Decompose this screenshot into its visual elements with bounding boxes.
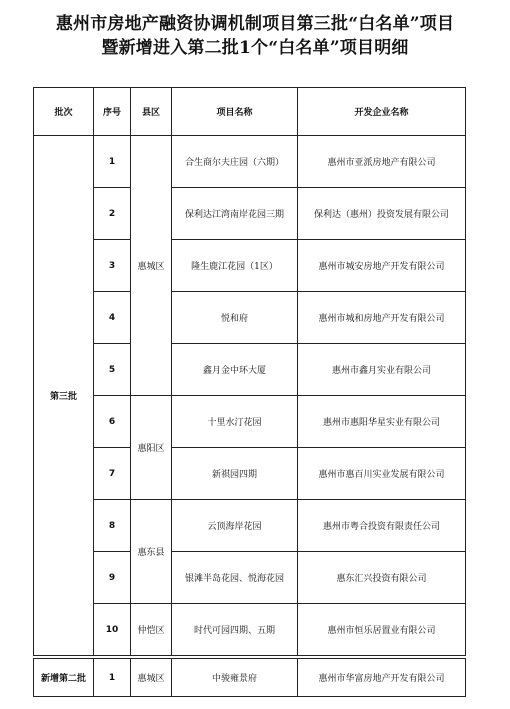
district-cell: 仲恺区: [131, 604, 172, 656]
developer-name: 惠州市惠阳华星实业有限公司: [298, 396, 466, 448]
project-name: 保利达江湾南岸花园三期: [172, 188, 298, 240]
developer-name: 惠州市惠百川实业发展有限公司: [298, 448, 466, 500]
table-row: [34, 604, 466, 656]
project-name: 悦和府: [172, 292, 298, 344]
district-cell: 惠阳区: [131, 396, 172, 500]
table-header-row: [34, 88, 466, 136]
developer-name: 惠州市华富房地产开发有限公司: [298, 659, 466, 697]
row-number: 1: [94, 659, 131, 697]
row-number: 5: [94, 344, 131, 396]
developer-name: 惠州市城安房地产开发有限公司: [298, 240, 466, 292]
batch-cell: 新增第二批: [34, 659, 94, 697]
row-number: 6: [94, 396, 131, 448]
header-batch: 批次: [34, 88, 94, 136]
developer-name: 惠州市粤合投资有限责任公司: [298, 500, 466, 552]
developer-name: 惠州市鑫月实业有限公司: [298, 344, 466, 396]
row-number: 8: [94, 500, 131, 552]
project-name: 隆生鹿江花园（1区）: [172, 240, 298, 292]
project-name: 新祺园四期: [172, 448, 298, 500]
row-number: 10: [94, 604, 131, 656]
row-number: 1: [94, 136, 131, 188]
table-row: [34, 659, 466, 697]
table-row: [34, 448, 466, 500]
document-title-line-2: 暨新增进入第二批1个“白名单”项目明细: [101, 38, 409, 58]
project-name: 银滩半岛花园、悦海花园: [172, 552, 298, 604]
table-row: [34, 344, 466, 396]
header-district: 县区: [131, 88, 172, 136]
batch-cell: 第三批: [34, 136, 94, 656]
table-row: [34, 500, 466, 552]
developer-name: 保利达（惠州）投资发展有限公司: [298, 188, 466, 240]
project-name: 合生商尔夫庄园（六期）: [172, 136, 298, 188]
row-number: 4: [94, 292, 131, 344]
table-row: [34, 240, 466, 292]
district-cell: 惠城区: [131, 136, 172, 396]
table-row: [34, 188, 466, 240]
row-number: 2: [94, 188, 131, 240]
district-cell: 惠城区: [131, 659, 172, 697]
header-developer-name: 开发企业名称: [298, 88, 466, 136]
developer-name: 惠州市亚派房地产有限公司: [298, 136, 466, 188]
table-row: [34, 136, 466, 188]
table-row: [34, 552, 466, 604]
row-number: 3: [94, 240, 131, 292]
developer-name: 惠州市城和房地产开发有限公司: [298, 292, 466, 344]
developer-name: 惠东汇兴投资有限公司: [298, 552, 466, 604]
document-title-line-1: 惠州市房地产融资协调机制项目第三批“白名单”项目: [55, 14, 455, 34]
project-name: 十里水汀花园: [172, 396, 298, 448]
project-name: 云顶海岸花园: [172, 500, 298, 552]
row-number: 9: [94, 552, 131, 604]
table-row: [34, 292, 466, 344]
project-name: 时代可园四期、五期: [172, 604, 298, 656]
row-number: 7: [94, 448, 131, 500]
whitelist-table: [33, 87, 466, 697]
table-row: [34, 396, 466, 448]
project-name: 中骏雍景府: [172, 659, 298, 697]
project-name: 鑫月金中环大厦: [172, 344, 298, 396]
district-cell: 惠东县: [131, 500, 172, 604]
header-number: 序号: [94, 88, 131, 136]
header-project-name: 项目名称: [172, 88, 298, 136]
developer-name: 惠州市恒乐居置业有限公司: [298, 604, 466, 656]
